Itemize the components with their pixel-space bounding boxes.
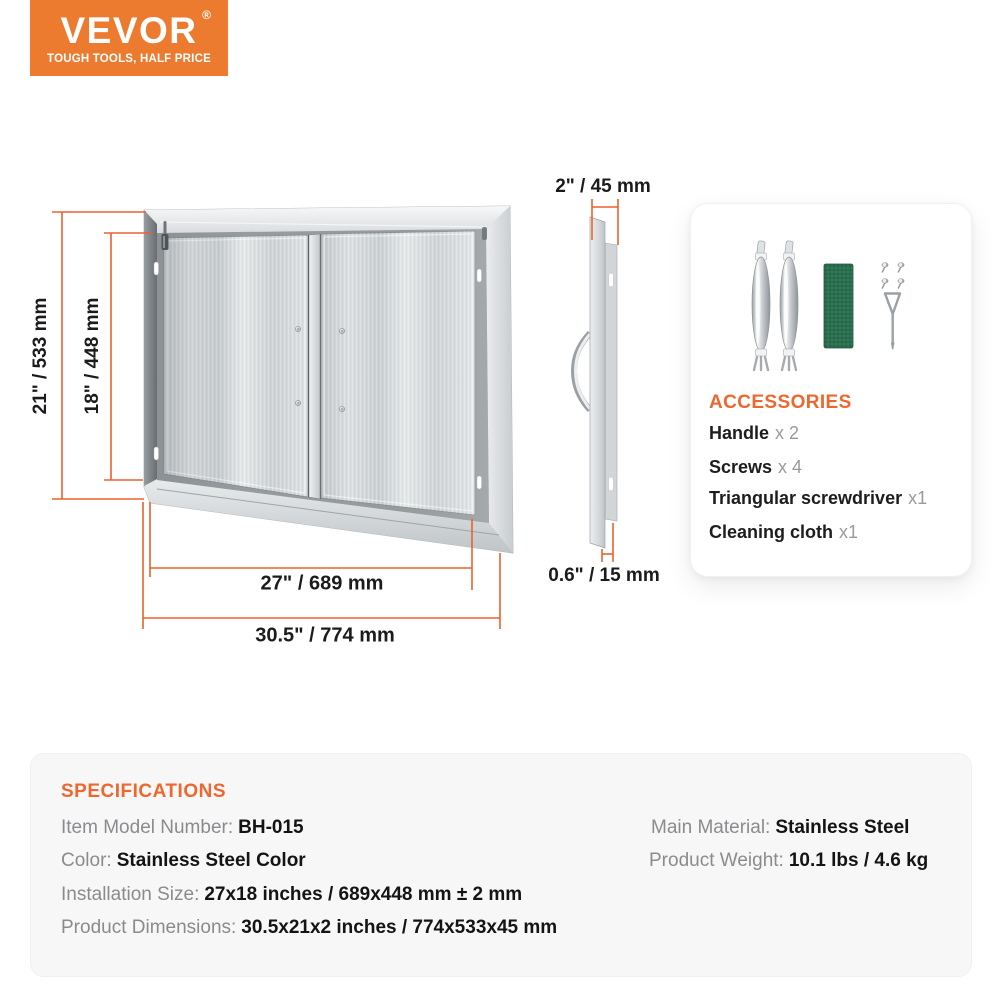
dim-outer-width-label: 30.5" / 774 mm (255, 624, 395, 647)
spec-row-installation-size: Installation Size: 27x18 inches / 689x448 mm ± 2 mm (61, 884, 523, 905)
registered-mark: ® (202, 7, 213, 22)
accessory-item-handle: Handle x 2 (709, 423, 800, 443)
spec-row-weight: Product Weight: 10.1 lbs / 4.6 kg (649, 850, 929, 871)
side-slot-top (609, 273, 614, 287)
side-profile (574, 217, 617, 548)
spec-row-color: Color: Stainless Steel Color (61, 850, 306, 871)
accessories-card (690, 203, 972, 577)
specifications-title: SPECIFICATIONS (61, 781, 226, 802)
vevor-logo (30, 0, 228, 76)
accessory-item-screws: Screws x 4 (709, 457, 803, 477)
handle-icon (780, 241, 798, 370)
accessory-item-screwdriver: Triangular screwdriver x1 (709, 488, 928, 508)
screws-icon (882, 263, 904, 288)
dim-inner-height-label: 18" / 448 mm (82, 297, 103, 415)
spec-row-model: Item Model Number: BH-015 (61, 817, 304, 838)
dim-depth-label: 2" / 45 mm (555, 176, 651, 197)
brand-wordmark: VEVOR ® (60, 7, 213, 51)
accessories-illustration (691, 204, 971, 576)
accessories-title: ACCESSORIES (709, 392, 852, 413)
dim-outer-height-label: 21" / 533 mm (30, 297, 51, 415)
dim-inner-width-label: 27" / 689 mm (260, 572, 384, 595)
spec-row-material: Main Material: Stainless Steel (651, 817, 910, 838)
specifications-panel (30, 753, 972, 977)
triangular-screwdriver-icon (885, 294, 900, 350)
spec-row-product-dimensions: Product Dimensions: 30.5x21x2 inches / 774x533x45 mm (61, 917, 558, 938)
dim-flange-label: 0.6" / 15 mm (548, 565, 660, 586)
logo-tagline: TOUGH TOOLS, HALF PRICE (47, 52, 211, 65)
handle-icon (752, 241, 770, 370)
side-slot-bottom (609, 477, 614, 491)
accessory-item-cloth: Cleaning cloth x1 (709, 522, 859, 542)
panel-shading (157, 229, 489, 523)
door-side-diagram (560, 195, 670, 585)
cleaning-cloth-icon (824, 264, 853, 348)
